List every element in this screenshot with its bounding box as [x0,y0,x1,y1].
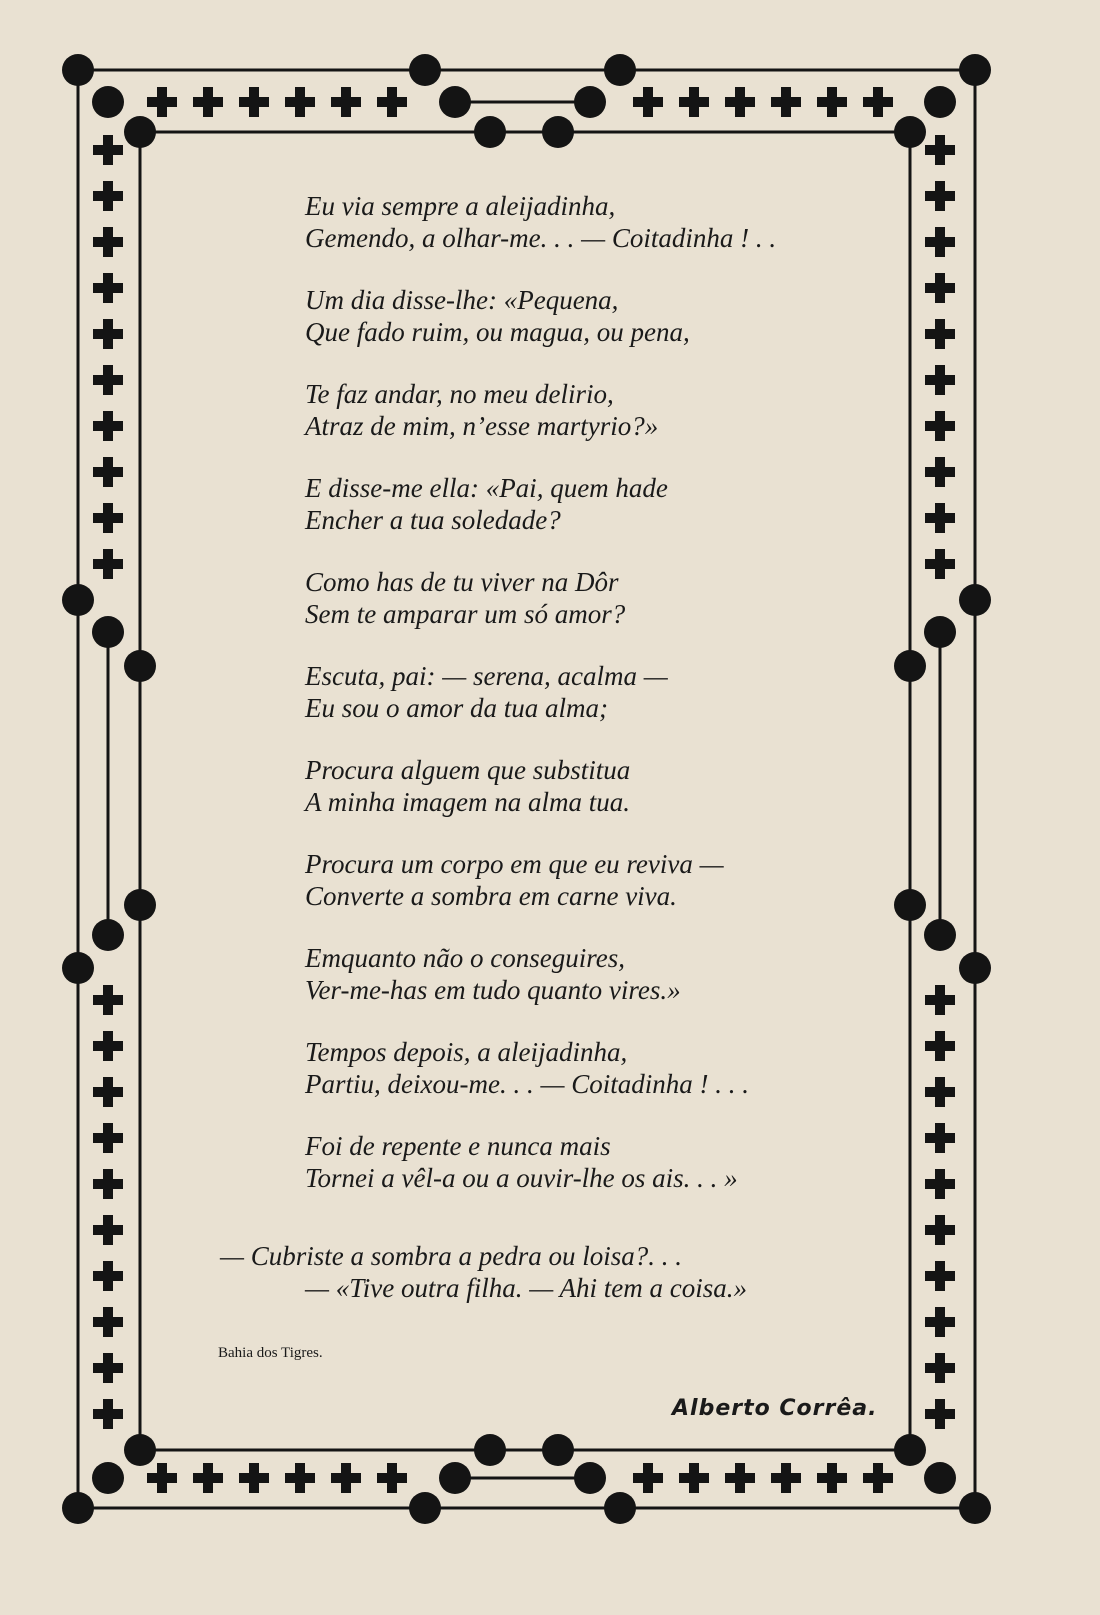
cross-icon [925,1169,955,1199]
stanza [305,942,905,1006]
stanza [305,566,905,630]
dot-icon [124,889,156,921]
poem-line: Encher a tua soledade? [305,505,561,535]
cross-icon [725,1463,755,1493]
dot-icon [924,616,956,648]
cross-icon [925,1353,955,1383]
dot-icon [92,919,124,951]
cross-icon [771,1463,801,1493]
poem-line: Atraz de mim, n’esse martyrio?» [305,411,659,441]
cross-icon [285,1463,315,1493]
poem-line: Tornei a vêl-a ou a ouvir-lhe os ais. . . » [305,1163,738,1193]
place-note: Bahia dos Tigres. [218,1345,323,1361]
dot-icon [409,1492,441,1524]
dot-icon [62,952,94,984]
cross-icon [925,457,955,487]
closing-line-2: — «Tive outra filha. — Ahi tem a coisa.» [305,1273,748,1303]
cross-icon [193,87,223,117]
cross-icon [679,1463,709,1493]
dot-icon [474,1434,506,1466]
cross-icon [925,1399,955,1429]
poem-line: Converte a sombra em carne viva. [305,881,677,911]
poem-line: Eu via sempre a aleijadinha, [305,191,616,221]
cross-icon [925,319,955,349]
dot-icon [924,919,956,951]
cross-icon [725,87,755,117]
dot-icon [409,54,441,86]
cross-icon [633,87,663,117]
dot-icon [604,54,636,86]
poem-line: Ver-me-has em tudo quanto vires.» [305,975,681,1005]
poem-line: A minha imagem na alma tua. [305,787,630,817]
dot-icon [92,616,124,648]
poem-line: Emquanto não o conseguires, [305,943,625,973]
cross-icon [93,181,123,211]
cross-icon [239,87,269,117]
dot-icon [439,1462,471,1494]
cross-icon [925,181,955,211]
cross-icon [93,365,123,395]
cross-icon [147,1463,177,1493]
cross-icon [285,87,315,117]
dot-icon [62,1492,94,1524]
cross-icon [93,319,123,349]
cross-icon [817,87,847,117]
stanza [305,848,905,912]
poem-line: Que fado ruim, ou magua, ou pena, [305,317,690,347]
cross-icon [377,1463,407,1493]
cross-icon [147,87,177,117]
dot-icon [474,116,506,148]
cross-icon [239,1463,269,1493]
dot-icon [924,1462,956,1494]
cross-icon [93,1307,123,1337]
cross-icon [925,227,955,257]
cross-icon [93,411,123,441]
dot-icon [92,1462,124,1494]
stanza [305,1036,905,1100]
poem-line: Procura alguem que substitua [305,755,631,785]
dot-icon [62,54,94,86]
cross-icon [377,87,407,117]
stanza [305,472,905,536]
poem-line: Eu sou o amor da tua alma; [305,693,608,723]
poem-line: Como has de tu viver na Dôr [305,567,619,597]
dot-icon [92,86,124,118]
cross-icon [925,549,955,579]
cross-icon [925,985,955,1015]
cross-icon [925,273,955,303]
cross-icon [93,1353,123,1383]
cross-icon [633,1463,663,1493]
closing-dialogue [220,1240,920,1304]
dot-icon [604,1492,636,1524]
poem-line: Foi de repente e nunca mais [305,1131,611,1161]
cross-icon [863,1463,893,1493]
dot-icon [959,1492,991,1524]
cross-icon [93,273,123,303]
poem-body [305,190,905,1224]
dot-icon [62,584,94,616]
closing-line-1: — Cubriste a sombra a pedra ou loisa?. . . [220,1241,683,1271]
dot-icon [924,86,956,118]
cross-icon [93,1077,123,1107]
dot-icon [439,86,471,118]
poem-line: Sem te amparar um só amor? [305,599,626,629]
cross-icon [925,1261,955,1291]
stanza [305,1130,905,1194]
cross-icon [817,1463,847,1493]
dot-icon [542,1434,574,1466]
cross-icon [925,1215,955,1245]
cross-icon [925,1031,955,1061]
cross-icon [93,1215,123,1245]
dot-icon [894,116,926,148]
dot-icon [124,116,156,148]
dot-icon [574,1462,606,1494]
cross-icon [93,457,123,487]
poem-line: Gemendo, a olhar-me. . . — Coitadinha ! . . [305,223,777,253]
poem-line: Tempos depois, a aleijadinha, [305,1037,628,1067]
cross-icon [93,503,123,533]
cross-icon [93,1123,123,1153]
cross-icon [925,365,955,395]
stanza [305,284,905,348]
cross-icon [925,135,955,165]
dot-icon [894,1434,926,1466]
dot-icon [542,116,574,148]
stanza [305,660,905,724]
cross-icon [331,87,361,117]
cross-icon [93,135,123,165]
cross-icon [679,87,709,117]
stanza [305,190,905,254]
dot-icon [959,952,991,984]
dot-icon [124,650,156,682]
cross-icon [925,503,955,533]
poem-line: Um dia disse-lhe: «Pequena, [305,285,619,315]
cross-icon [925,1077,955,1107]
cross-icon [93,227,123,257]
cross-icon [925,1307,955,1337]
cross-icon [193,1463,223,1493]
dot-icon [959,54,991,86]
cross-icon [93,1169,123,1199]
cross-icon [93,1399,123,1429]
poem-line: E disse-me ella: «Pai, quem hade [305,473,668,503]
dot-icon [959,584,991,616]
cross-icon [93,549,123,579]
cross-icon [771,87,801,117]
cross-icon [93,1261,123,1291]
cross-icon [863,87,893,117]
dot-icon [124,1434,156,1466]
cross-icon [93,1031,123,1061]
cross-icon [925,1123,955,1153]
stanza [305,754,905,818]
stanza [305,378,905,442]
cross-icon [331,1463,361,1493]
poem-line: Escuta, pai: — serena, acalma — [305,661,668,691]
poem-line: Te faz andar, no meu delirio, [305,379,614,409]
cross-icon [925,411,955,441]
poem-line: Partiu, deixou-me. . . — Coitadinha ! . . . [305,1069,749,1099]
cross-icon [93,985,123,1015]
dot-icon [574,86,606,118]
poem-line: Procura um corpo em que eu reviva — [305,849,724,879]
author-signature: Alberto Corrêa. [672,1396,878,1421]
